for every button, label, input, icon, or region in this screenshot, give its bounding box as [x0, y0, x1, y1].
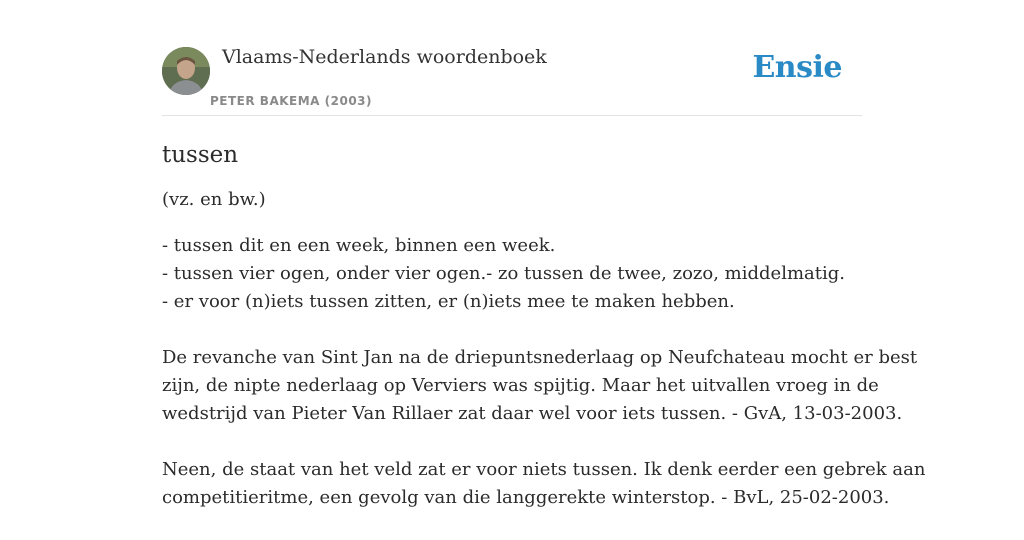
- definitions-list: [162, 232, 862, 316]
- entry-content: [162, 138, 926, 540]
- example-line: De revanche van Sint Jan na de driepuntsnederlaag op Neufchateau mocht er best: [162, 347, 918, 368]
- example-paragraph-1: [162, 344, 918, 428]
- headword: tussen: [162, 142, 239, 168]
- definition-line: - tussen dit en een week, binnen een week.: [162, 235, 556, 256]
- entry-header: [162, 40, 862, 116]
- example-paragraph-2: [162, 456, 926, 512]
- ensie-logo[interactable]: Ensie: [752, 50, 842, 85]
- author-avatar[interactable]: [162, 47, 210, 95]
- example-line: competitieritme, een gevolg van die langgerekte winterstop. - BvL, 25-02-2003.: [162, 487, 890, 508]
- author-name[interactable]: PETER BAKEMA (2003): [210, 94, 372, 108]
- part-of-speech: (vz. en bw.): [162, 189, 266, 210]
- book-title[interactable]: Vlaams-Nederlands woordenboek: [222, 46, 547, 68]
- example-line: wedstrijd van Pieter Van Rillaer zat daar wel voor iets tussen. - GvA, 13-03-2003.: [162, 403, 903, 424]
- definition-line: - tussen vier ogen, onder vier ogen.- zo tussen de twee, zozo, middelmatig.: [162, 263, 845, 284]
- example-line: zijn, de nipte nederlaag op Verviers was spijtig. Maar het uitvallen vroeg in de: [162, 375, 879, 396]
- example-line: Neen, de staat van het veld zat er voor niets tussen. Ik denk eerder een gebrek aan: [162, 459, 926, 480]
- avatar-portrait-icon: [162, 47, 210, 95]
- definition-line: - er voor (n)iets tussen zitten, er (n)iets mee te maken hebben.: [162, 291, 735, 312]
